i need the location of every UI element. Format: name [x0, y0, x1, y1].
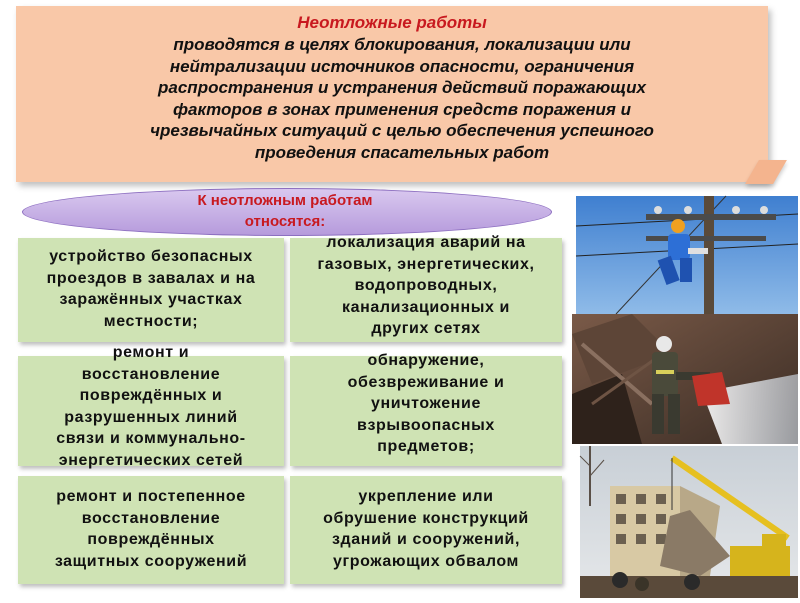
- banner-line: факторов в зонах применения средств поражения и: [172, 99, 632, 119]
- item-line: водопроводных,: [354, 277, 498, 294]
- item-line: обезвреживание и: [347, 373, 505, 391]
- item-line: обрушение конструкций: [323, 509, 529, 527]
- definition-banner: [16, 6, 768, 182]
- work-item-card: [290, 352, 562, 466]
- item-line: связи и коммунально-: [56, 430, 246, 447]
- item-line: предметов;: [377, 438, 475, 455]
- item-line: зданий и сооружений,: [332, 531, 520, 548]
- item-line: ремонт и постепенное: [56, 488, 246, 505]
- item-line: устройство безопасных: [49, 248, 253, 265]
- subheading-line: К неотложным работам: [197, 192, 373, 209]
- item-line: укрепление или: [358, 488, 494, 505]
- power-line-repair-photo: [576, 196, 798, 314]
- item-line: канализационных и: [342, 298, 510, 316]
- crane-rubble-photo: [580, 446, 798, 598]
- item-line: восстановление: [81, 365, 221, 383]
- item-line: проездов в завалах и на: [46, 269, 256, 287]
- item-line: газовых, энергетических,: [317, 255, 535, 273]
- firefighter-illustration: [572, 314, 798, 444]
- item-line: угрожающих обвалом: [332, 552, 519, 570]
- subheading-text: [130, 190, 440, 232]
- firefighter-photo: [572, 314, 798, 444]
- banner-line: распространения и устранения действий поражающих: [158, 78, 646, 97]
- item-line: взрывоопасных: [357, 416, 495, 434]
- item-line: заражённых участках: [59, 291, 243, 308]
- banner-title: Неотложные работы: [297, 13, 487, 32]
- item-line: восстановление: [81, 509, 221, 527]
- item-line: повреждённых: [87, 531, 215, 548]
- work-item-card: [18, 344, 284, 469]
- power-line-repair-illustration: [576, 196, 798, 314]
- item-line: локализация аварий на: [326, 234, 526, 251]
- banner-line: проведения спасательных работ: [254, 142, 550, 162]
- work-item-card: [18, 238, 284, 342]
- item-line: энергетических сетей: [58, 451, 244, 469]
- banner-line: нейтрализации источников опасности, ограничения: [169, 56, 635, 76]
- banner-text: [76, 34, 728, 163]
- item-line: местности;: [103, 312, 199, 330]
- item-line: обнаружение,: [367, 352, 485, 369]
- banner-line: чрезвычайных ситуаций с целью обеспечения успешного: [150, 121, 654, 140]
- work-item-card: [290, 234, 562, 342]
- subheading-line: относятся:: [244, 213, 326, 230]
- item-line: других сетях: [371, 320, 481, 337]
- crane-rubble-illustration: [580, 446, 798, 598]
- item-line: разрушенных линий: [64, 408, 238, 426]
- banner-line: проводятся в целях блокирования, локализации или: [173, 35, 631, 54]
- work-item-card: [18, 476, 284, 584]
- work-item-card: [290, 476, 562, 584]
- item-line: уничтожение: [371, 395, 481, 412]
- item-line: ремонт и: [112, 344, 190, 361]
- item-line: защитных сооружений: [54, 552, 248, 570]
- item-line: повреждённых и: [79, 387, 223, 404]
